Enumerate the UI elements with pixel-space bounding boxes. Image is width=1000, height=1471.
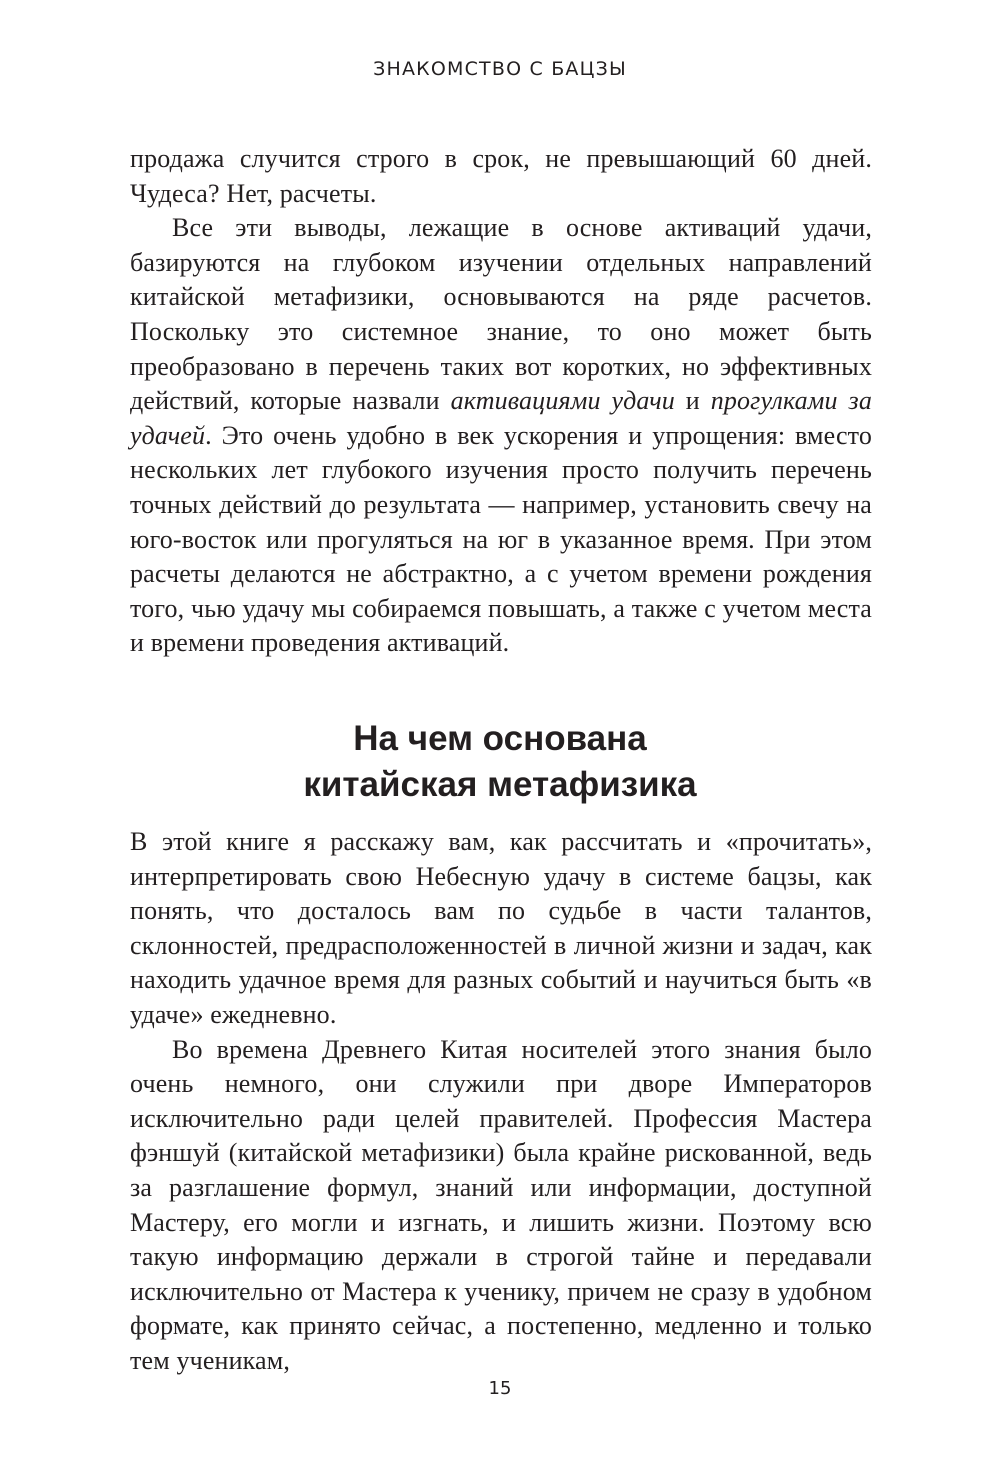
body-text-top xyxy=(130,142,872,661)
paragraph-3: В этой книге я расскажу вам, как рассчитать и «прочитать», интерпретировать свою Небесную удачу в системе бацзы, как понять, что досталось вам по судьбе в части талантов, склонностей, предрасположенностей в личной жизни и задач, как находить удачное время для разных событий и научиться быть «в удаче» ежедневно. xyxy=(130,827,872,1029)
paragraph-4: Во времена Древнего Китая носителей этого знания было очень немного, они служили при дворе Императоров исключительно ради целей правителей. Профессия Мастера фэншуй (китайской метафизики) была крайне рискованной, ведь за разглашение формул, знаний или информации, доступной Мастеру, его могли и изгнать, и лишить жизни. Поэтому всю такую информацию держали в строгой тайне и передавали исключительно от Мастера к ученику, причем не сразу в удобном формате, как принято сейчас, а постепенно, медленно и только тем ученикам, xyxy=(130,1034,872,1375)
italic-term-luck-walks: прогулками за удачей xyxy=(130,386,872,450)
section-heading-line-1: На чем основана xyxy=(353,719,647,758)
running-head: ЗНАКОМСТВО С БАЦЗЫ xyxy=(373,58,627,80)
section-heading-line-2: китайская метафизика xyxy=(303,765,697,804)
paragraph-1: продажа случится строго в срок, не превышающий 60 дней. Чудеса? Нет, расчеты. xyxy=(130,144,872,208)
page-number: 15 xyxy=(488,1378,512,1399)
paragraph-2 xyxy=(130,211,872,661)
body-text-bottom xyxy=(130,825,872,1379)
italic-term-luck-activations: активациями удачи xyxy=(450,386,675,416)
section-heading xyxy=(0,716,1000,808)
paragraph-2-text-a: Все эти выводы, лежащие в основе активаций удачи, базируются на глубоком изучении отдельных направлений китайской метафизики, основываются на ряде расчетов. Поскольку это системное знание, то оно может быть преобразовано в перечень таких вот коротких, но эффективных действий, которые назвали xyxy=(130,213,872,416)
paragraph-2-text-c: . Это очень удобно в век ускорения и упрощения: вместо нескольких лет глубокого изучения просто получить перечень точных действий до результата — например, установить свечу на юго-восток или прогуляться на юг в указанное время. При этом расчеты делаются не абстрактно, а с учетом времени рождения того, чью удачу мы собираемся повышать, а также с учетом места и времени проведения активаций. xyxy=(130,420,872,658)
paragraph-2-text-b: и xyxy=(674,386,711,416)
